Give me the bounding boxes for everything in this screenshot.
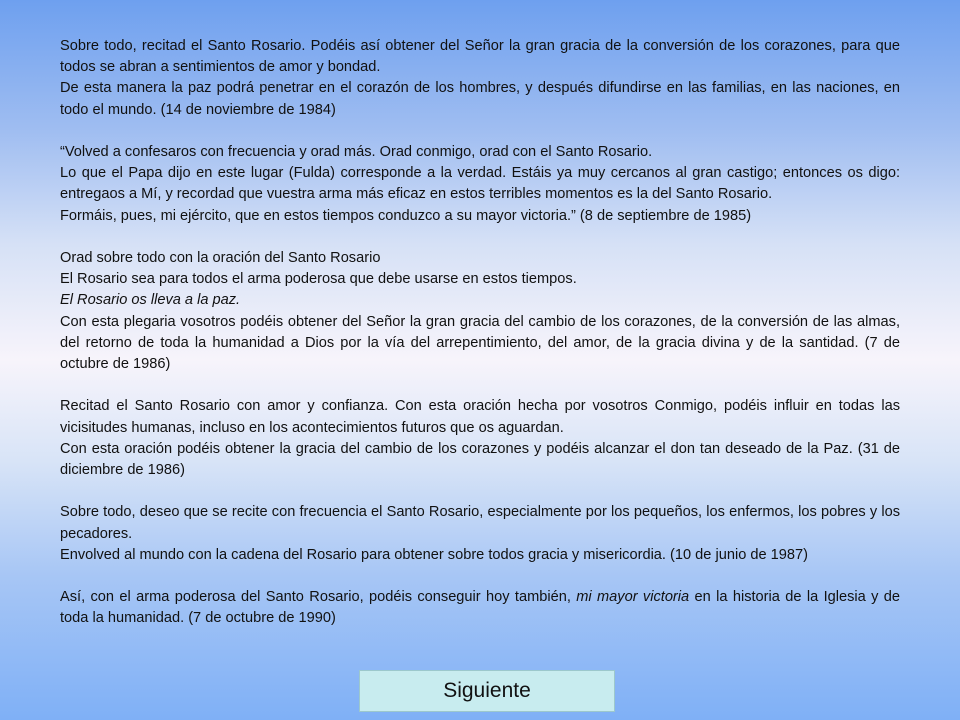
paragraph-fulda: Lo que el Papa dijo en este lugar (Fulda) corresponde a la verdad. Estáis ya muy cercanos al gran castigo; entonces os digo: entregaos a Mí, y recordad que vuestra arma más eficaz en estos terribles momentos es la del Santo Rosario. (60, 165, 900, 203)
text-segment: Así, con el arma poderosa del Santo Rosario, podéis conseguir hoy también, (60, 589, 577, 606)
paragraph-gift-of-peace-1986: Con esta oración podéis obtener la gracia del cambio de los corazones y podéis alcanzar el don tan deseado de la Paz. (31 de diciembre de 1986) (60, 440, 900, 479)
paragraph-love-and-trust: Recitad el Santo Rosario con amor y confianza. Con esta oración hecha por vosotros Conmigo, podéis influir en todas las vicisitudes humanas, incluso en los acontecimientos futuros que os aguardan. (60, 398, 900, 436)
paragraph-change-of-hearts-1986: Con esta plegaria vosotros podéis obtener del Señor la gran gracia del cambio de los corazones, de la conversión de las almas, del retorno de toda la humanidad a Dios por la vía del arrepentimiento, del amor, de la gracia divina y de la santidad. (7 de octubre de 1986) (60, 313, 900, 373)
paragraph-powerful-weapon: El Rosario sea para todos el arma poderosa que debe usarse en estos tiempos. (60, 271, 577, 288)
spacer (60, 481, 900, 502)
spacer (60, 121, 900, 142)
paragraph-greatest-victory-1990 (60, 587, 900, 629)
next-button[interactable]: Siguiente (359, 670, 615, 712)
spacer (60, 566, 900, 587)
paragraph-chain-of-rosary-1987: Envolved al mundo con la cadena del Rosario para obtener sobre todos gracia y misericordia. (10 de junio de 1987) (60, 546, 808, 563)
italic-text: El Rosario os lleva a la paz. (60, 292, 241, 309)
spacer (60, 227, 900, 248)
paragraph-recite-frequently: Sobre todo, deseo que se recite con frecuencia el Santo Rosario, especialmente por los pequeños, los enfermos, los pobres y los pecadores. (60, 504, 900, 542)
paragraph-confession: “Volved a confesaros con frecuencia y orad más. Orad conmigo, orad con el Santo Rosario. (60, 144, 653, 160)
text-segment: en la historia de la Iglesia y de toda la humanidad. (7 de octubre de 1990) (60, 589, 901, 627)
paragraph-pray-rosary: Orad sobre todo con la oración del Santo Rosario (60, 250, 381, 266)
paragraph-peace-1984: De esta manera la paz podrá penetrar en el corazón de los hombres, y después difundirse en las familias, en las naciones, en todo el mundo. (14 de noviembre de 1984) (60, 80, 900, 118)
slide-text (60, 36, 900, 630)
italic-text: mi mayor victoria (576, 589, 690, 606)
paragraph-army-1985: Formáis, pues, mi ejército, que en estos tiempos conduzco a su mayor victoria.” (8 de septiembre de 1985) (60, 207, 752, 224)
paragraph-leads-to-peace (60, 290, 900, 311)
spacer (60, 375, 900, 396)
paragraph-rosary-conversion: Sobre todo, recitad el Santo Rosario. Podéis así obtener del Señor la gran gracia de la conversión de los corazones, para que todos se abran a sentimientos de amor y bondad. (60, 38, 900, 76)
